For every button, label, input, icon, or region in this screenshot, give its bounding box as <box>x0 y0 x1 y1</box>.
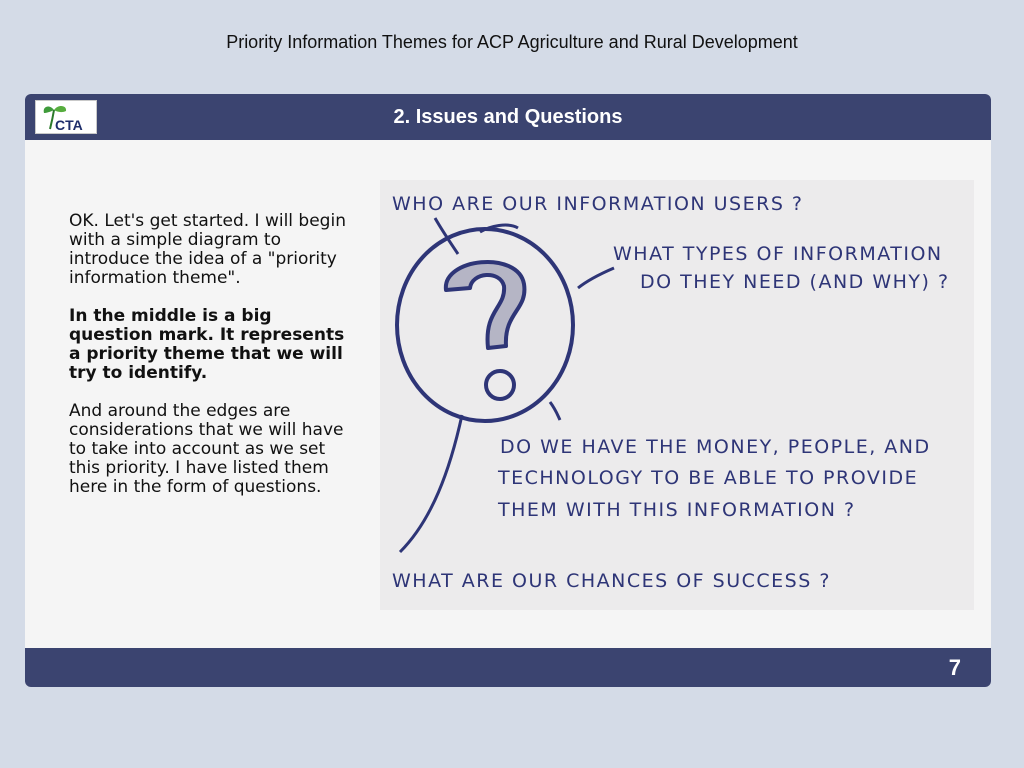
slide-body <box>69 212 359 516</box>
question-resources-line3: THEM WITH THIS INFORMATION ? <box>498 499 856 521</box>
connector-line <box>550 402 560 420</box>
logo-text: CTA <box>55 117 83 133</box>
slide <box>25 94 991 687</box>
theme-circle <box>397 229 573 421</box>
question-mark-paragraph: In the middle is a big question mark. It represents a priority theme that we will try to identify. <box>69 306 345 383</box>
sketch-diagram <box>380 180 974 610</box>
question-users: WHO ARE OUR INFORMATION USERS ? <box>392 193 804 215</box>
question-types-line1: WHAT TYPES OF INFORMATION <box>613 243 943 265</box>
question-mark-icon <box>446 262 525 399</box>
presentation-header: Priority Information Themes for ACP Agriculture and Rural Development <box>226 32 798 52</box>
connector-line <box>578 268 614 288</box>
page-number: 7 <box>948 655 961 680</box>
considerations-paragraph: And around the edges are considerations that we will have to take into account as we set this priority. I have listed them here in the form of questions. <box>69 401 344 497</box>
question-resources-line1: DO WE HAVE THE MONEY, PEOPLE, AND <box>500 436 931 458</box>
slide-title: 2. Issues and Questions <box>393 106 623 128</box>
question-success: WHAT ARE OUR CHANCES OF SUCCESS ? <box>392 570 831 592</box>
slide-title-bar <box>25 94 991 140</box>
connector-line <box>400 415 462 552</box>
slide-footer-bar <box>25 648 991 687</box>
question-types-line2: DO THEY NEED (AND WHY) ? <box>640 271 950 293</box>
question-resources-line2: TECHNOLOGY TO BE ABLE TO PROVIDE <box>498 467 919 489</box>
intro-paragraph: OK. Let's get started. I will begin with a simple diagram to introduce the idea of a "priority information theme". <box>69 211 346 288</box>
